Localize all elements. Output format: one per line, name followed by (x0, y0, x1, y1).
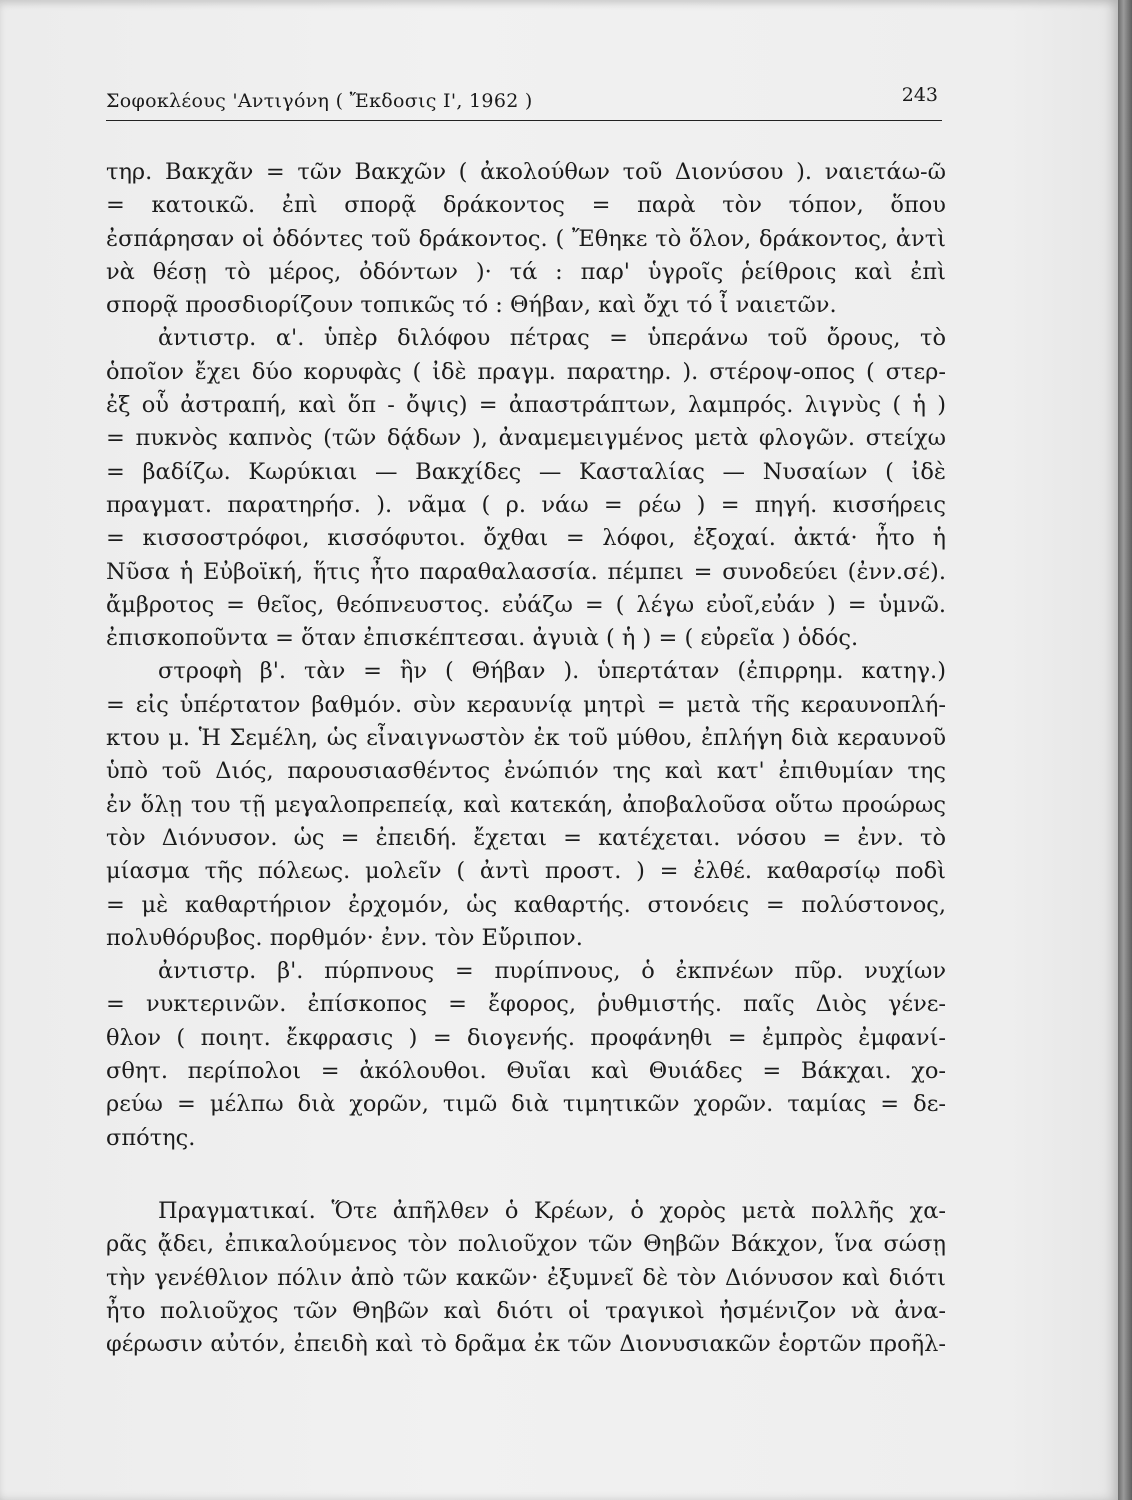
text-line: = κισσοστρόφοι, κισσόφυτοι. ὄχθαι = λόφοι, ἐξοχαί. ἀκτά· ἦτο ἡ (106, 525, 946, 552)
page-header (106, 82, 942, 121)
text-line: σπότης. (106, 1124, 196, 1151)
text-line: ὁποῖον ἔχει δύο κορυφὰς ( ἰδὲ πραγμ. παρατηρ. ). στέροψ-οπος ( στερ- (106, 358, 946, 385)
text-line: σθητ. περίπολοι = ἀκόλουθοι. Θυῖαι καὶ Θυιάδες = Βάκχαι. χο- (106, 1058, 946, 1085)
text-line: ἐξ οὗ ἀστραπή, καὶ ὅπ - ὄψις) = ἀπαστράπτων, λαμπρός. λιγνὺς ( ἡ ) (106, 392, 946, 419)
text-line: ἐσπάρησαν οἱ ὀδόντες τοῦ δράκοντος. ( Ἔθηκε τὸ ὅλον, δράκοντος, ἀντὶ (106, 225, 946, 252)
text-line: Πραγματικαί. Ὅτε ἀπῆλθεν ὁ Κρέων, ὁ χορὸς μετὰ πολλῆς χα- (158, 1197, 946, 1224)
text-line: φέρωσιν αὐτόν, ἐπειδὴ καὶ τὸ δρᾶμα ἐκ τῶν Διονυσιακῶν ἑορτῶν προῆλ- (106, 1331, 946, 1358)
page-edge (1118, 0, 1132, 1500)
text-line: ἦτο πολιοῦχος τῶν Θηβῶν καὶ διότι οἱ τραγικοὶ ἠσμένιζον νὰ ἀνα- (106, 1297, 946, 1324)
text-line: ἐν ὅλῃ του τῇ μεγαλοπρεπείᾳ, καὶ κατεκάη, ἀποβαλοῦσα οὕτω προώρως (106, 791, 946, 818)
running-title: Σοφοκλέους 'Αντιγόνη ( Ἔκδοσις Ι', 1962 ) (106, 90, 533, 112)
page-number: 243 (901, 84, 938, 106)
text-line: τὴν γενέθλιον πόλιν ἀπὸ τῶν κακῶν· ἐξυμνεῖ δὲ τὸν Διόνυσον καὶ διότι (106, 1264, 946, 1291)
text-line: σπορᾷ προσδιορίζουν τοπικῶς τό : Θήβαν, καὶ ὄχι τό ἶ ναιετῶν. (106, 292, 837, 319)
text-line: τηρ. Βακχᾶν = τῶν Βακχῶν ( ἀκολούθων τοῦ Διονύσου ). ναιετάω-ῶ (106, 159, 946, 185)
text-line: ἄμβροτος = θεῖος, θεόπνευστος. εὐάζω = ( λέγω εὐοῖ,εὐάν ) = ὑμνῶ. (106, 591, 946, 618)
text-line: = εἰς ὑπέρτατον βαθμόν. σὺν κεραυνίᾳ μητρὶ = μετὰ τῆς κεραυνοπλή- (106, 691, 946, 718)
text-line: = πυκνὸς καπνὸς (τῶν δᾴδων ), ἀναμεμειγμένος μετὰ φλογῶν. στείχω (106, 425, 946, 452)
text-line: θλον ( ποιητ. ἔκφρασις ) = διογενής. προφάνηθι = ἐμπρὸς ἐμφανί- (106, 1024, 946, 1051)
text-line: κτου μ. Ἡ Σεμέλη, ὡς εἶναιγνωστὸν ἐκ τοῦ μύθου, ἐπλήγη διὰ κεραυνοῦ (106, 725, 946, 752)
text-line: στροφὴ β'. τὰν = ἣν ( Θήβαν ). ὑπερτάταν (ἐπιρρημ. κατηγ.) (158, 658, 946, 685)
text-line: μίασμα τῆς πόλεως. μολεῖν ( ἀντὶ προστ. ) = ἐλθέ. καθαρσίῳ ποδὶ (106, 858, 946, 885)
text-line: ὑπὸ τοῦ Διός, παρουσιασθέντος ἐνώπιόν της καὶ κατ' ἐπιθυμίαν της (106, 758, 946, 785)
text-line: ρεύω = μέλπω διὰ χορῶν, τιμῶ διὰ τιμητικῶν χορῶν. ταμίας = δε- (106, 1091, 946, 1118)
text-line: τὸν Διόνυσον. ὡς = ἐπειδή. ἔχεται = κατέχεται. νόσου = ἐνν. τὸ (106, 824, 946, 851)
text-line: ἀντιστρ. α'. ὑπὲρ διλόφου πέτρας = ὑπεράνω τοῦ ὄρους, τὸ (158, 325, 946, 352)
text-line: ρᾶς ᾄδει, ἐπικαλούμενος τὸν πολιοῦχον τῶν Θηβῶν Βάκχον, ἵνα σώσῃ (106, 1231, 946, 1258)
text-line: νὰ θέσῃ τὸ μέρος, ὀδόντων )· τά : παρ' ὑγροῖς ῥείθροις καὶ ἐπὶ (106, 258, 946, 285)
commentary-text (106, 156, 946, 1361)
text-line: = μὲ καθαρτήριον ἐρχομόν, ὡς καθαρτής. στονόεις = πολύστονος, (106, 891, 946, 918)
text-line: ἀντιστρ. β'. πύρπνους = πυρίπνους, ὁ ἐκπνέων πῦρ. νυχίων (158, 958, 946, 985)
text-line: πολυθόρυβος. πορθμόν· ἐνν. τὸν Εὔριπον. (106, 924, 583, 951)
text-line: = νυκτερινῶν. ἐπίσκοπος = ἔφορος, ῥυθμιστής. παῖς Διὸς γένε- (106, 991, 946, 1018)
text-line: = βαδίζω. Κωρύκιαι — Βακχίδες — Κασταλίας — Νυσαίων ( ἰδὲ (106, 458, 946, 485)
text-line: = κατοικῶ. ἐπὶ σπορᾷ δράκοντος = παρὰ τὸν τόπον, ὅπου (106, 192, 946, 219)
text-line: πραγματ. παρατηρήσ. ). νᾶμα ( ρ. νάω = ρέω ) = πηγή. κισσήρεις (106, 491, 946, 518)
text-line: ἐπισκοποῦντα = ὅταν ἐπισκέπτεσαι. ἀγυιὰ ( ἡ ) = ( εὐρεῖα ) ὁδός. (106, 625, 859, 652)
text-line: Νῦσα ἡ Εὐβοϊκή, ἥτις ἦτο παραθαλασσία. πέμπει = συνοδεύει (ἐνν.σέ). (106, 558, 946, 585)
